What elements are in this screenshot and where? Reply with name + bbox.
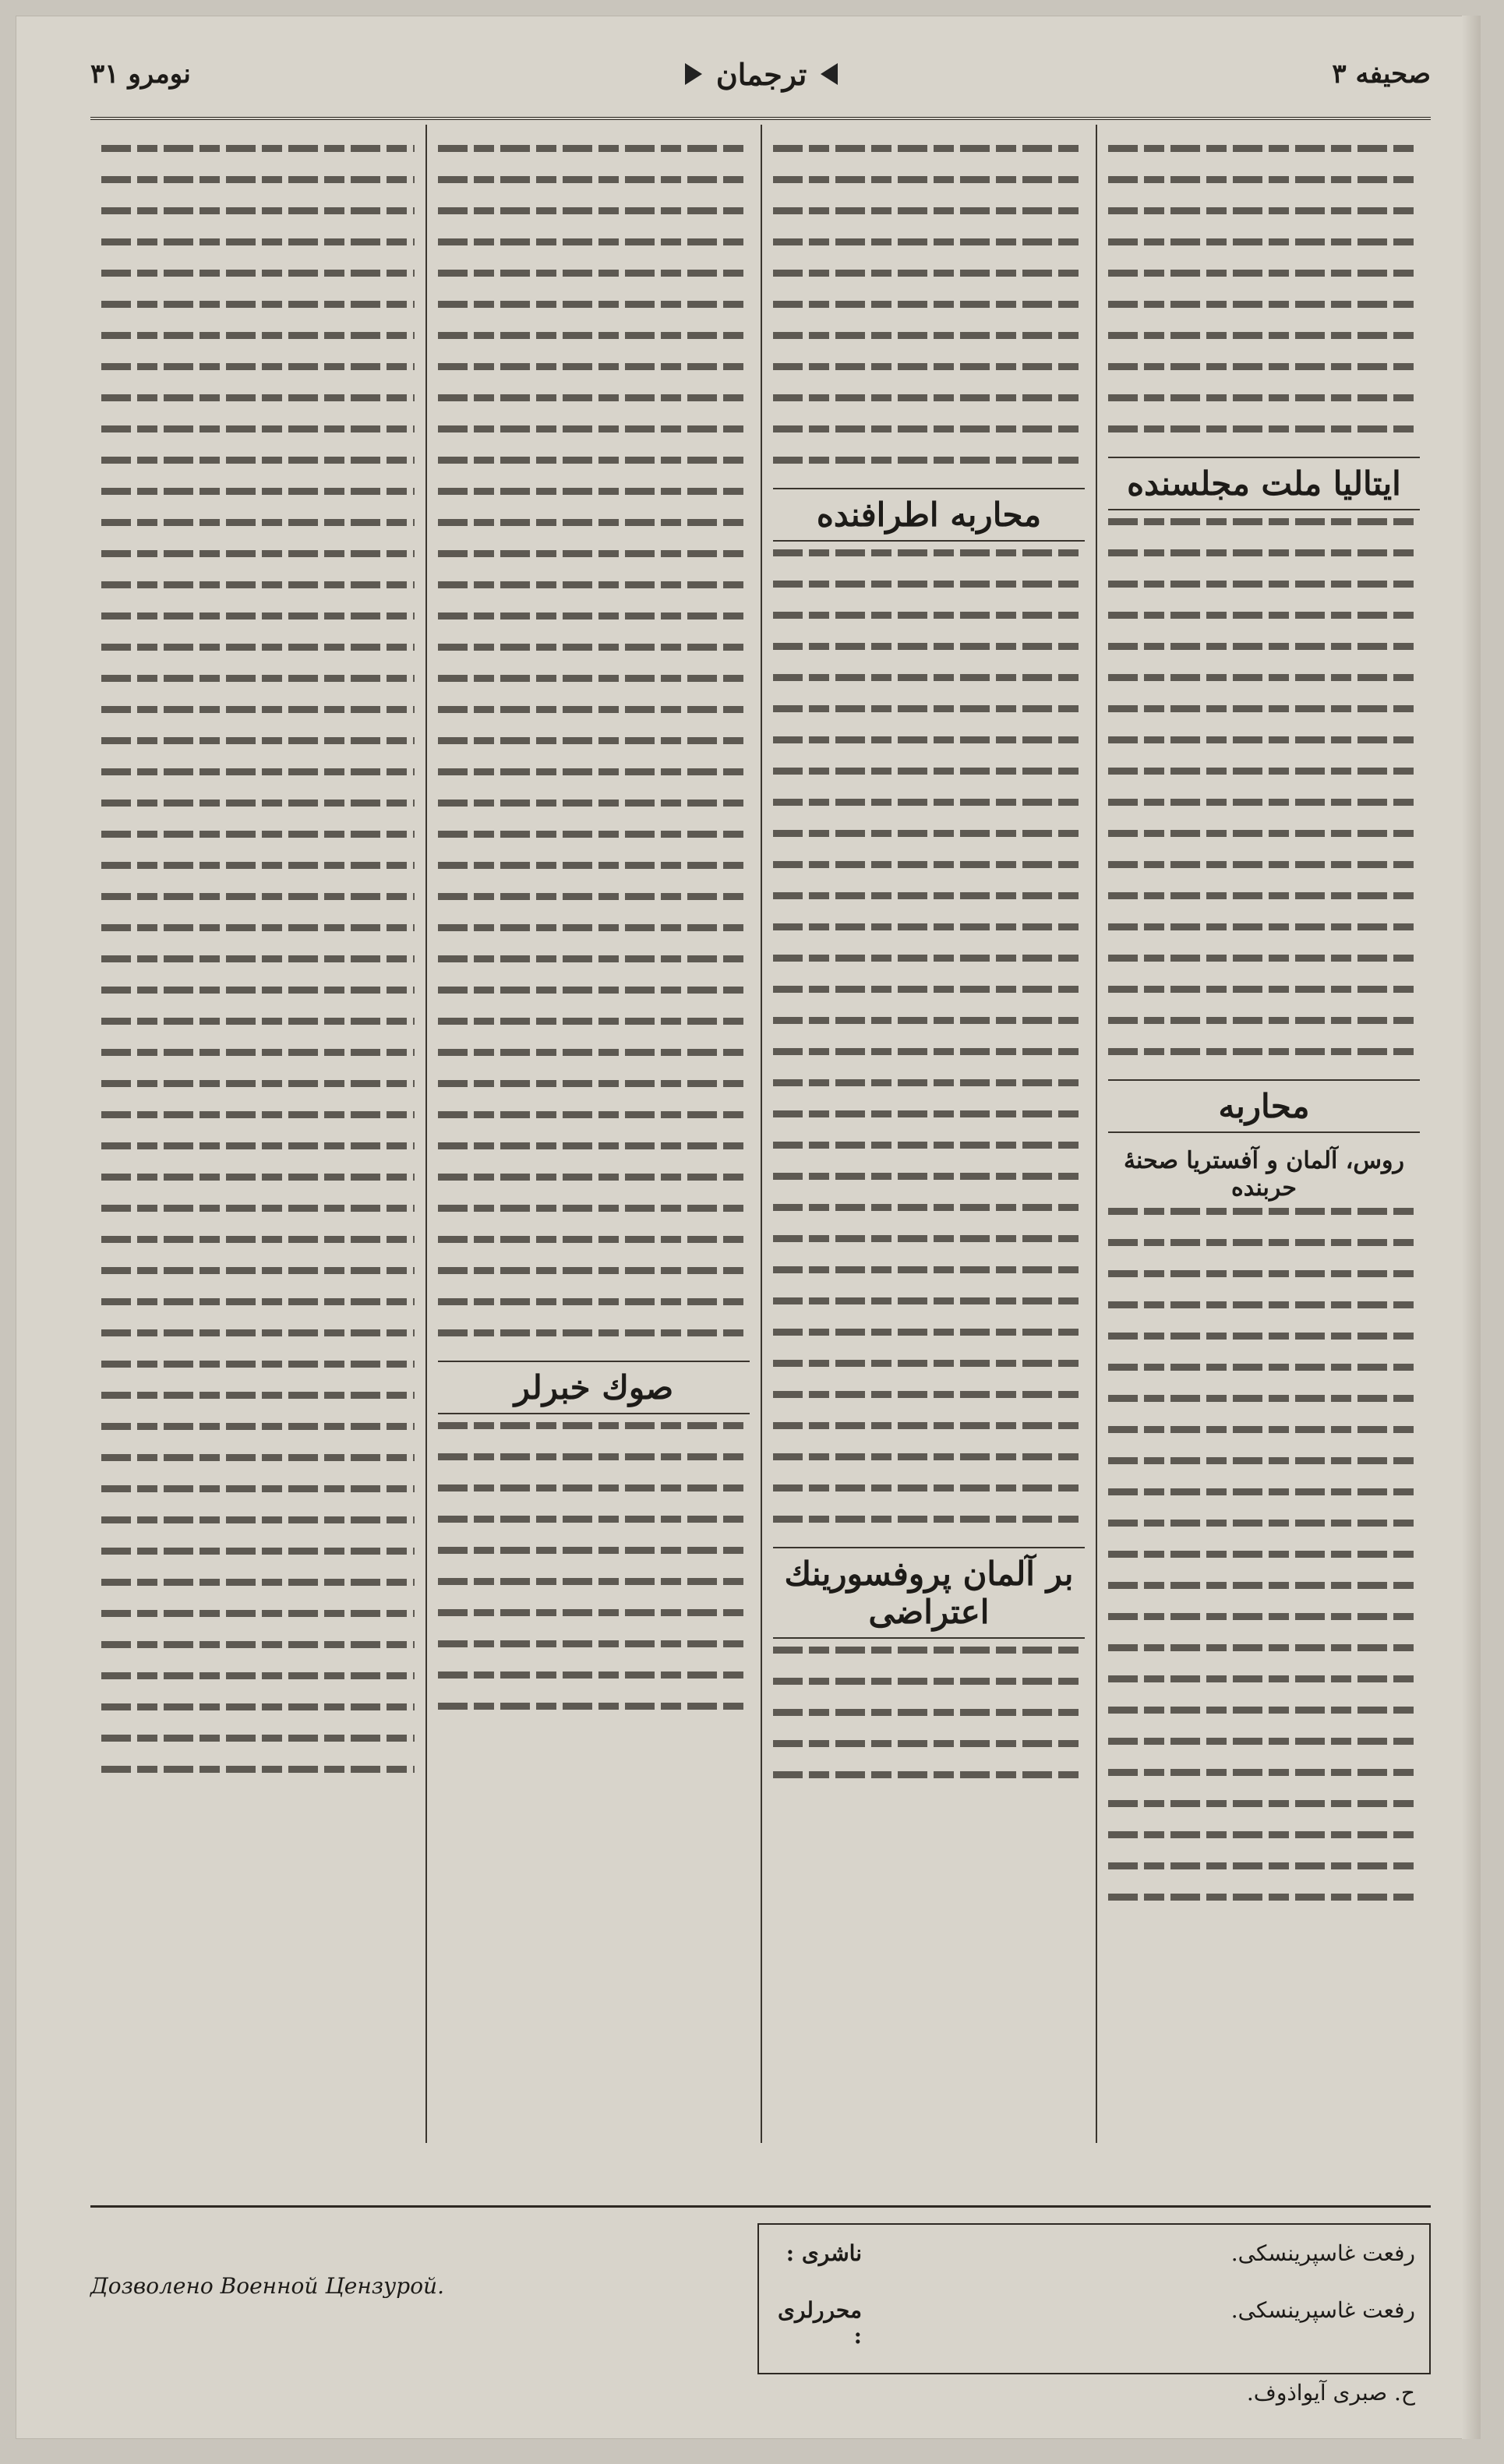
arrow-right-icon <box>685 63 702 85</box>
editors-value-2: ح. صبری آیواذوف. <box>1246 2380 1415 2406</box>
newspaper-footer <box>90 2205 1431 2406</box>
column-2 <box>761 125 1096 2143</box>
newspaper-page <box>16 16 1481 2439</box>
section-title-german-protest: بر آلمان پروفسورینك اعتراضی <box>773 1547 1085 1639</box>
newspaper-header <box>90 31 1431 120</box>
section-title-italy-parliament: ایتالیا ملت مجلسنده <box>1108 457 1420 510</box>
column-2-text-block-3 <box>773 1647 1085 1778</box>
section-title-war-around: محاربه اطرافنده <box>773 488 1085 542</box>
column-3-text-block-2 <box>438 1422 750 1710</box>
page-fold-shadow <box>1462 16 1481 2439</box>
section-title-war: محاربه <box>1108 1079 1420 1133</box>
column-1 <box>1096 125 1431 2143</box>
column-1-text-block-2 <box>1108 518 1420 1055</box>
page-number: صحیفه ۳ <box>1332 58 1431 90</box>
editors-label: محررلری : <box>778 2297 862 2349</box>
newspaper-title <box>685 57 838 92</box>
column-2-text-block <box>773 145 1085 464</box>
issue-number: نومرو ۳۱ <box>90 58 191 90</box>
publisher-label: ناشری : <box>786 2240 862 2266</box>
column-1-text-block-3 <box>1108 1208 1420 1901</box>
censorship-note: Дозволено Военной Цензурой. <box>90 2273 444 2299</box>
section-title-last-news: صوك خبرلر <box>438 1361 750 1414</box>
column-3-text-block <box>438 145 750 1336</box>
column-3 <box>425 125 761 2143</box>
column-2-text-block-2 <box>773 549 1085 1523</box>
column-4-text-block <box>101 145 415 1773</box>
publisher-editors-box <box>757 2223 1431 2406</box>
column-4 <box>90 125 425 2143</box>
editors-value-1: رفعت غاسپرینسکی. <box>1230 2297 1415 2323</box>
publisher-value: رفعت غاسپرینسکی. <box>1230 2240 1415 2266</box>
newspaper-columns <box>90 125 1431 2143</box>
newspaper-title-text: ترجمان <box>715 56 807 92</box>
section-subtitle-russia-austria: روس، آلمان و آفستریا صحنهٔ حربنده <box>1123 1147 1405 1202</box>
column-1-text-block <box>1108 145 1420 432</box>
arrow-left-icon <box>821 63 838 85</box>
